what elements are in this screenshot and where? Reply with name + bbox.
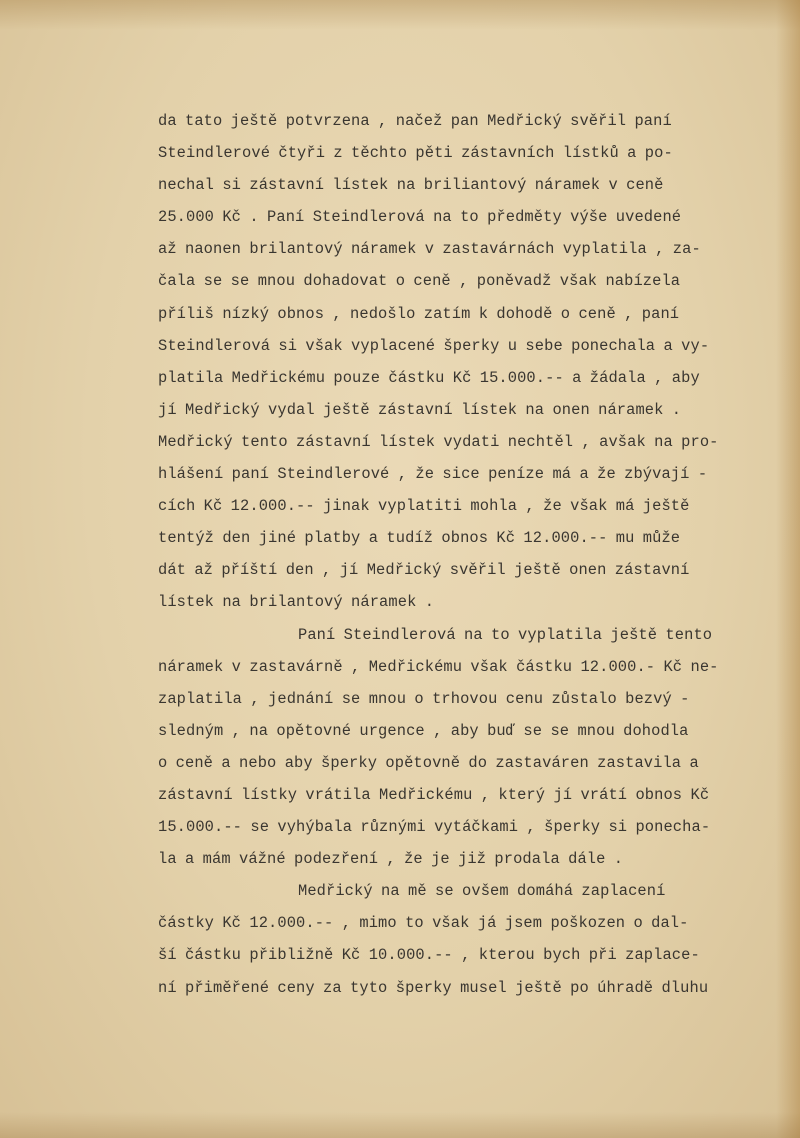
paper-edge-right xyxy=(776,0,800,1138)
text-line: příliš nízký obnos , nedošlo zatím k dohodě o ceně , paní xyxy=(158,304,680,323)
text-line: až naonen brilantový náramek v zastavárnách vyplatila , za- xyxy=(158,240,701,259)
text-line: zaplatila , jednání se mnou o trhovou cenu zůstalo bezvý - xyxy=(158,689,690,708)
text-line: Medřický na mě se ovšem domáhá zaplacení xyxy=(298,882,666,901)
text-line: náramek v zastavárně , Medřickému však částku 12.000.- Kč ne- xyxy=(158,657,719,676)
text-line: o ceně a nebo aby šperky opětovně do zastaváren zastavila a xyxy=(158,753,699,772)
text-line: sledným , na opětovné urgence , aby buď se se mnou dohodla xyxy=(158,721,689,740)
text-line: částky Kč 12.000.-- , mimo to však já jsem poškozen o dal- xyxy=(158,914,689,933)
paper-edge-bottom xyxy=(0,1112,800,1138)
paragraph xyxy=(158,619,768,876)
text-line: Steindlerové čtyři z těchto pěti zástavních lístků a po- xyxy=(158,144,673,163)
text-line: dát až příští den , jí Medřický svěřil ještě onen zástavní xyxy=(158,561,690,580)
paper-edge-top xyxy=(0,0,800,30)
paragraph xyxy=(158,105,768,619)
text-line: 15.000.-- se vyhýbala různými vytáčkami , šperky si ponecha- xyxy=(158,818,711,837)
text-line: zástavní lístky vrátila Medřickému , který jí vrátí obnos Kč xyxy=(158,785,710,804)
text-line: čala se se mnou dohadovat o ceně , poněvadž však nabízela xyxy=(158,272,681,291)
text-line: 25.000 Kč . Paní Steindlerová na to předměty výše uvedené xyxy=(158,208,682,227)
typewritten-text xyxy=(158,105,768,1004)
text-line: Medřický tento zástavní lístek vydati nechtěl , avšak na pro- xyxy=(158,432,719,451)
text-line: cích Kč 12.000.-- jinak vyplatiti mohla , že však má ještě xyxy=(158,497,690,516)
text-line: Steindlerová si však vyplacené šperky u sebe ponechala a vy- xyxy=(158,336,710,355)
text-line: lístek na brilantový náramek . xyxy=(158,593,435,612)
text-line: da tato ještě potvrzena , načež pan Medřický svěřil paní xyxy=(158,112,672,130)
text-line: ní přiměřené ceny za tyto šperky musel ještě po úhradě dluhu xyxy=(158,978,709,997)
text-line: platila Medřickému pouze částku Kč 15.000.-- a žádala , aby xyxy=(158,368,700,387)
text-line: ší částku přibližně Kč 10.000.-- , kterou bych při zaplace- xyxy=(158,946,700,965)
text-line: nechal si zástavní lístek na briliantový náramek v ceně xyxy=(158,176,664,195)
text-line: la a mám vážné podezření , že je již prodala dále . xyxy=(158,850,624,869)
text-line: hlášení paní Steindlerové , že sice peníze má a že zbývají - xyxy=(158,465,708,484)
paragraph xyxy=(158,875,768,1003)
text-line: tentýž den jiné platby a tudíž obnos Kč 12.000.-- mu může xyxy=(158,529,681,548)
text-line: jí Medřický vydal ještě zástavní lístek na onen náramek . xyxy=(158,400,682,419)
text-line: Paní Steindlerová na to vyplatila ještě tento xyxy=(298,625,713,644)
